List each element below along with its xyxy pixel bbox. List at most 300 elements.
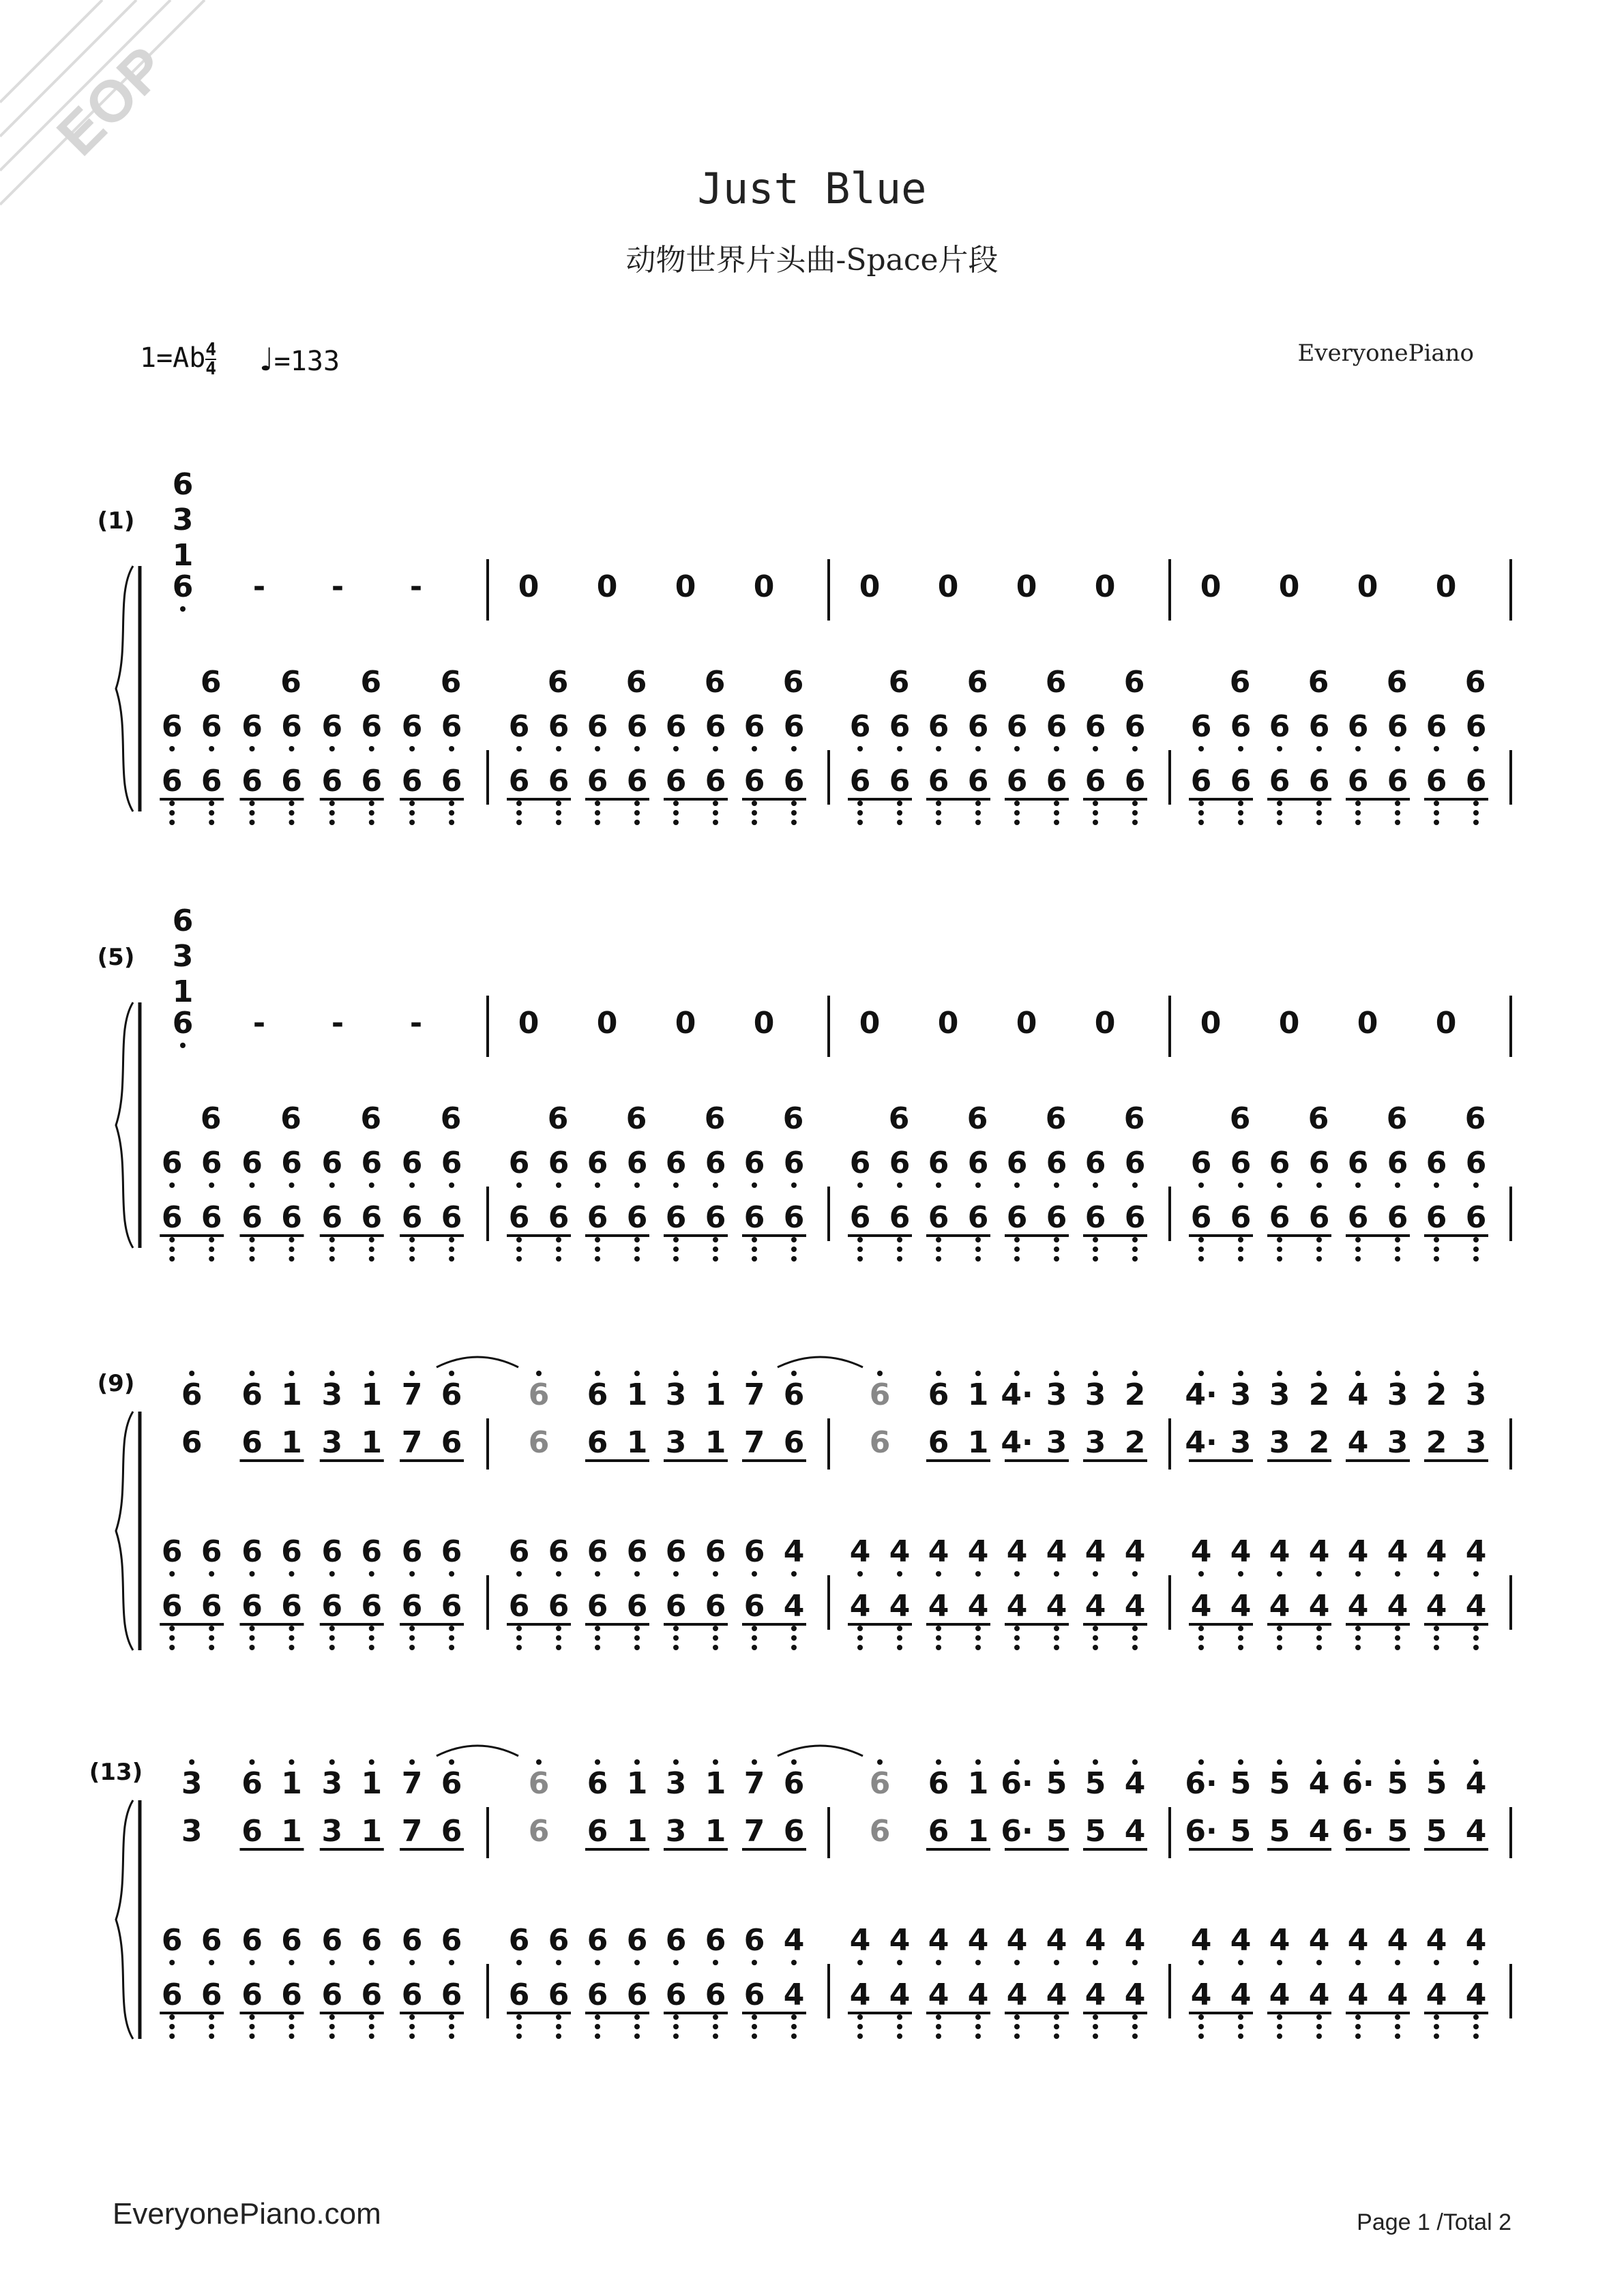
- bass-note: 6: [849, 1146, 871, 1180]
- rest: 0: [937, 1006, 959, 1041]
- octave-dot: [595, 1182, 600, 1188]
- octave-dot: [289, 1759, 295, 1765]
- octave-dot: [634, 820, 640, 825]
- bass-note: 4: [1230, 1923, 1252, 1958]
- octave-dot: [936, 1626, 941, 1631]
- melody-lower-note: 1: [281, 1814, 302, 1849]
- octave-dot: [1473, 746, 1479, 751]
- octave-dot: [1434, 2024, 1439, 2029]
- octave-dot: [1473, 1635, 1479, 1641]
- bass-note: 6: [1045, 665, 1067, 700]
- octave-dot: [752, 1635, 757, 1641]
- octave-dot: [1434, 746, 1439, 751]
- rest: 0: [596, 1006, 618, 1041]
- bass-note: 6: [200, 1101, 222, 1136]
- octave-dot: [877, 1371, 883, 1376]
- octave-dot: [1132, 1645, 1138, 1650]
- melody-upper-note: 6: [181, 1377, 203, 1412]
- octave-dot: [673, 1371, 679, 1376]
- arranger-credit: EveryonePiano: [1297, 340, 1474, 367]
- octave-dot: [1316, 1645, 1322, 1650]
- melody-upper-note: 1: [361, 1766, 383, 1801]
- octave-dot: [1198, 1645, 1204, 1650]
- octave-dot: [556, 2014, 561, 2020]
- melody-lower-note: 5: [1387, 1814, 1408, 1849]
- octave-dot: [1277, 1626, 1282, 1631]
- octave-dot: [209, 1635, 214, 1641]
- octave-dot: [449, 1960, 454, 1965]
- octave-dot: [1238, 1371, 1243, 1376]
- bass-note: 4: [967, 1534, 989, 1569]
- bass-note: 6: [967, 764, 989, 799]
- octave-dot: [449, 1182, 454, 1188]
- octave-dot: [1395, 1371, 1400, 1376]
- bass-note: 4: [1387, 1923, 1408, 1958]
- melody-upper-note: 4·: [1185, 1377, 1217, 1412]
- octave-dot: [289, 1371, 295, 1376]
- octave-dot: [169, 2033, 175, 2039]
- octave-dot: [1093, 2024, 1098, 2029]
- bass-note: 4: [1347, 1978, 1369, 2012]
- octave-dot: [1093, 1237, 1098, 1242]
- rest: 0: [859, 569, 881, 604]
- bass-note: 6: [587, 1534, 608, 1569]
- bass-note: 6: [441, 1978, 462, 2012]
- melody-upper-note: 2: [1426, 1377, 1447, 1412]
- bass-note: 6: [743, 1146, 765, 1180]
- octave-dot: [516, 1645, 522, 1650]
- octave-dot: [1316, 2033, 1322, 2039]
- melody-lower-note: 6·: [1185, 1814, 1217, 1849]
- octave-dot: [329, 1182, 335, 1188]
- octave-dot: [897, 1645, 902, 1650]
- bass-note: 6: [361, 1923, 383, 1958]
- octave-dot: [1355, 1371, 1361, 1376]
- bass-note: 6: [1190, 764, 1212, 799]
- hold-dash: -: [252, 1006, 266, 1041]
- melody-upper-note: 5: [1426, 1766, 1447, 1801]
- bass-note: 6: [321, 1923, 343, 1958]
- octave-dot: [516, 801, 522, 806]
- bass-note: 6: [587, 1923, 608, 1958]
- melody-upper-note: 7: [401, 1377, 423, 1412]
- bass-note: 6: [665, 1200, 687, 1235]
- octave-dot: [713, 1182, 718, 1188]
- bass-note: 6: [1124, 709, 1146, 744]
- bass-note: 6: [1190, 1200, 1212, 1235]
- octave-dot: [1014, 1571, 1020, 1577]
- octave-dot: [1473, 1247, 1479, 1252]
- bass-note: 4: [1426, 1978, 1447, 2012]
- octave-dot: [1434, 2014, 1439, 2020]
- octave-dot: [752, 1182, 757, 1188]
- octave-dot: [673, 2014, 679, 2020]
- octave-dot: [1395, 1626, 1400, 1631]
- bass-note: 6: [1084, 709, 1106, 744]
- octave-dot: [1355, 801, 1361, 806]
- bass-note: 6: [1426, 1200, 1447, 1235]
- octave-dot: [329, 746, 335, 751]
- bass-note: 6: [321, 1200, 343, 1235]
- octave-dot: [209, 2014, 214, 2020]
- octave-dot: [975, 820, 981, 825]
- octave-dot: [713, 820, 718, 825]
- bass-note: 6: [665, 1923, 687, 1958]
- octave-dot: [1473, 2024, 1479, 2029]
- octave-dot: [250, 1635, 255, 1641]
- melody-upper-note: 6·: [1185, 1766, 1217, 1801]
- octave-dot: [752, 2024, 757, 2029]
- octave-dot: [752, 2033, 757, 2039]
- octave-dot: [857, 1247, 863, 1252]
- bass-note: 6: [401, 1534, 423, 1569]
- octave-dot: [449, 1626, 454, 1631]
- bass-note: 4: [1046, 1534, 1067, 1569]
- bass-note: 4: [1426, 1589, 1447, 1624]
- bass-note: 6: [201, 709, 222, 744]
- bass-note: 6: [705, 1146, 726, 1180]
- octave-dot: [1277, 820, 1282, 825]
- octave-dot: [1434, 2033, 1439, 2039]
- octave-dot: [1355, 1256, 1361, 1262]
- octave-dot: [897, 1626, 902, 1631]
- octave-dot: [897, 746, 902, 751]
- melody-lower-note: 2: [1426, 1425, 1447, 1460]
- octave-dot: [1238, 810, 1243, 816]
- bass-note: 4: [1347, 1534, 1369, 1569]
- octave-dot: [409, 820, 415, 825]
- octave-dot: [1395, 2024, 1400, 2029]
- octave-dot: [595, 1247, 600, 1252]
- octave-dot: [169, 1256, 175, 1262]
- melody-upper-note: 5: [1269, 1766, 1290, 1801]
- octave-dot: [752, 1571, 757, 1577]
- bass-note: 6: [508, 709, 530, 744]
- octave-dot: [169, 746, 175, 751]
- octave-dot: [1132, 1247, 1138, 1252]
- melody-lower-note: 6: [869, 1425, 891, 1460]
- bass-note: 6: [161, 1589, 183, 1624]
- melody-lower-note: 6: [241, 1425, 263, 1460]
- hold-dash: -: [331, 1006, 344, 1041]
- octave-dot: [329, 1371, 335, 1376]
- octave-dot: [556, 1960, 561, 1965]
- octave-dot: [634, 2024, 640, 2029]
- bass-note: 4: [967, 1589, 989, 1624]
- octave-dot: [1355, 1182, 1361, 1188]
- octave-dot: [857, 2014, 863, 2020]
- octave-dot: [1355, 1247, 1361, 1252]
- octave-dot: [1093, 810, 1098, 816]
- melody-upper-note: 3: [1230, 1377, 1252, 1412]
- octave-dot: [409, 810, 415, 816]
- octave-dot: [169, 2024, 175, 2029]
- rest: 0: [518, 569, 540, 604]
- octave-dot: [289, 1256, 295, 1262]
- measure-number: (5): [97, 944, 135, 971]
- brace: [116, 566, 133, 811]
- octave-dot: [791, 1645, 797, 1650]
- octave-dot: [975, 1182, 981, 1188]
- octave-dot: [1198, 1237, 1204, 1242]
- bass-note: 6: [547, 1101, 569, 1136]
- bass-note: 6: [401, 1200, 423, 1235]
- octave-dot: [556, 1237, 561, 1242]
- octave-dot: [1132, 1571, 1138, 1577]
- melody-upper-note: 3: [321, 1766, 343, 1801]
- bass-note: 6: [966, 1101, 988, 1136]
- bass-note: 6: [161, 1978, 183, 2012]
- octave-dot: [1277, 1182, 1282, 1188]
- octave-dot: [329, 810, 335, 816]
- octave-dot: [1132, 1960, 1138, 1965]
- octave-dot: [877, 1759, 883, 1765]
- bass-note: 6: [1190, 709, 1212, 744]
- melody-lower-note: 6: [528, 1425, 550, 1460]
- bass-note: 6: [441, 1923, 462, 1958]
- bass-note: 6: [1308, 665, 1329, 700]
- octave-dot: [250, 1237, 255, 1242]
- bass-note: 6: [321, 764, 343, 799]
- octave-dot: [369, 2024, 374, 2029]
- octave-dot: [1277, 2033, 1282, 2039]
- bass-note: 4: [1124, 1923, 1146, 1958]
- octave-dot: [634, 1626, 640, 1631]
- bass-note: 6: [161, 1146, 183, 1180]
- melody-lower-note: 1: [361, 1814, 383, 1849]
- octave-dot: [752, 801, 757, 806]
- octave-dot: [409, 801, 415, 806]
- octave-dot: [897, 1182, 902, 1188]
- octave-dot: [329, 1237, 335, 1242]
- octave-dot: [1132, 2024, 1138, 2029]
- octave-dot: [857, 1960, 863, 1965]
- bass-note: 6: [1464, 1101, 1486, 1136]
- octave-dot: [289, 2033, 295, 2039]
- bass-note: 6: [360, 665, 382, 700]
- bass-note: 6: [626, 1978, 648, 2012]
- octave-dot: [250, 1960, 255, 1965]
- octave-dot: [897, 1571, 902, 1577]
- bass-note: 6: [1465, 1200, 1487, 1235]
- bass-note: 6: [665, 1978, 687, 2012]
- brace: [116, 1002, 133, 1248]
- bass-note: 6: [200, 665, 222, 700]
- octave-dot: [897, 2014, 902, 2020]
- bass-note: 6: [928, 1200, 949, 1235]
- bass-note: 6: [928, 709, 949, 744]
- brace: [116, 1800, 133, 2039]
- octave-dot: [449, 1237, 454, 1242]
- octave-dot: [857, 1237, 863, 1242]
- octave-dot: [1093, 1256, 1098, 1262]
- octave-dot: [713, 1247, 718, 1252]
- octave-dot: [1198, 1182, 1204, 1188]
- bass-note: 6: [1045, 1101, 1067, 1136]
- octave-dot: [516, 1256, 522, 1262]
- octave-dot: [752, 1237, 757, 1242]
- octave-dot: [209, 1256, 214, 1262]
- rest: 0: [675, 569, 696, 604]
- melody-upper-note: 6: [528, 1766, 550, 1801]
- melody-lower-note: 2: [1124, 1425, 1146, 1460]
- melody-upper-note: 1: [705, 1377, 726, 1412]
- octave-dot: [1395, 810, 1400, 816]
- octave-dot: [209, 1960, 214, 1965]
- octave-dot: [595, 1960, 600, 1965]
- octave-dot: [897, 820, 902, 825]
- octave-dot: [673, 1247, 679, 1252]
- bass-note: 6: [587, 1200, 608, 1235]
- bass-note: 6: [281, 1923, 302, 1958]
- octave-dot: [897, 1635, 902, 1641]
- bass-note: 6: [1229, 1101, 1251, 1136]
- octave-dot: [409, 746, 415, 751]
- bass-note: 6: [705, 1923, 726, 1958]
- octave-dot: [1316, 1182, 1322, 1188]
- octave-dot: [857, 1571, 863, 1577]
- octave-dot: [369, 1237, 374, 1242]
- octave-dot: [752, 1759, 757, 1765]
- bass-note: 4: [1006, 1589, 1028, 1624]
- octave-dot: [1277, 1759, 1282, 1765]
- bass-note: 6: [705, 764, 726, 799]
- bass-note: 6: [321, 1146, 343, 1180]
- chord-note: 6: [172, 467, 194, 502]
- melody-lower-note: 4: [1465, 1814, 1487, 1849]
- bass-note: 6: [928, 764, 949, 799]
- octave-dot: [1014, 1759, 1020, 1765]
- melody-upper-note: 7: [743, 1766, 765, 1801]
- bass-note: 6: [361, 1146, 383, 1180]
- site-url: EveryonePiano.com: [113, 2197, 381, 2231]
- octave-dot: [1238, 820, 1243, 825]
- octave-dot: [289, 1626, 295, 1631]
- tempo-value: =133: [274, 346, 340, 377]
- octave-dot: [289, 801, 295, 806]
- bass-note: 6: [1123, 665, 1145, 700]
- octave-dot: [536, 1371, 542, 1376]
- melody-lower-note: 4: [1347, 1425, 1369, 1460]
- octave-dot: [1238, 746, 1243, 751]
- octave-dot: [791, 1626, 797, 1631]
- bass-note: 6: [401, 1146, 423, 1180]
- octave-dot: [1277, 1645, 1282, 1650]
- octave-dot: [752, 1645, 757, 1650]
- octave-dot: [1198, 801, 1204, 806]
- octave-dot: [1238, 1571, 1243, 1577]
- octave-dot: [673, 1759, 679, 1765]
- octave-dot: [897, 1256, 902, 1262]
- octave-dot: [1054, 820, 1059, 825]
- octave-dot: [595, 1759, 600, 1765]
- bass-note: 6: [201, 1589, 222, 1624]
- octave-dot: [369, 1182, 374, 1188]
- octave-dot: [329, 2014, 335, 2020]
- octave-dot: [1198, 1626, 1204, 1631]
- bass-note: 6: [280, 665, 301, 700]
- chord-note: 1: [172, 974, 194, 1009]
- octave-dot: [369, 1626, 374, 1631]
- octave-dot: [1473, 1256, 1479, 1262]
- bass-note: 6: [1347, 764, 1369, 799]
- melody-upper-note: 1: [281, 1377, 302, 1412]
- bass-note: 4: [928, 1978, 949, 2012]
- octave-dot: [409, 1247, 415, 1252]
- bass-note: 4: [1269, 1978, 1290, 2012]
- melody-upper-note: 6·: [1001, 1766, 1033, 1801]
- melody-lower-note: 7: [743, 1814, 765, 1849]
- bass-note: 6: [705, 1978, 726, 2012]
- octave-dot: [1238, 2024, 1243, 2029]
- octave-dot: [791, 1256, 797, 1262]
- bass-note: 4: [1230, 1534, 1252, 1569]
- bass-note: 6: [201, 1923, 222, 1958]
- key-text: 1=Ab: [140, 342, 206, 374]
- bass-note: 6: [743, 764, 765, 799]
- octave-dot: [1238, 1759, 1243, 1765]
- octave-dot: [369, 1960, 374, 1965]
- bass-note: 6: [161, 709, 183, 744]
- octave-dot: [713, 2033, 718, 2039]
- logo-text: EOP: [44, 34, 179, 168]
- melody-upper-note: 3: [665, 1766, 687, 1801]
- octave-dot: [289, 1247, 295, 1252]
- octave-dot: [1395, 1256, 1400, 1262]
- melody-lower-note: 6·: [1342, 1814, 1374, 1849]
- octave-dot: [1054, 1626, 1059, 1631]
- octave-dot: [1277, 810, 1282, 816]
- octave-dot: [1395, 2014, 1400, 2020]
- bass-note: 6: [1269, 764, 1290, 799]
- melody-lower-note: 2: [1308, 1425, 1330, 1460]
- octave-dot: [1093, 2014, 1098, 2020]
- melody-lower-note: 6: [783, 1814, 805, 1849]
- octave-dot: [595, 820, 600, 825]
- bass-note: 4: [889, 1589, 911, 1624]
- bass-note: 6: [1308, 1101, 1329, 1136]
- octave-dot: [289, 820, 295, 825]
- melody-lower-note: 3: [1084, 1425, 1106, 1460]
- octave-dot: [1355, 1635, 1361, 1641]
- bass-note: 4: [1190, 1923, 1212, 1958]
- octave-dot: [329, 1626, 335, 1631]
- octave-dot: [1238, 1256, 1243, 1262]
- octave-dot: [209, 810, 214, 816]
- bass-note: 6: [587, 1589, 608, 1624]
- octave-dot: [634, 810, 640, 816]
- melody-lower-note: 1: [361, 1425, 383, 1460]
- page-indicator: Page 1 /Total 2: [1357, 2209, 1511, 2235]
- bass-note: 6: [1046, 764, 1067, 799]
- octave-dot: [752, 746, 757, 751]
- tie: [778, 1357, 863, 1367]
- rest: 0: [859, 1006, 881, 1041]
- octave-dot: [1093, 820, 1098, 825]
- bass-note: 6: [626, 764, 648, 799]
- bass-note: 4: [1465, 1589, 1487, 1624]
- octave-dot: [897, 2033, 902, 2039]
- bass-note: 6: [1190, 1146, 1212, 1180]
- octave-dot: [1198, 1371, 1204, 1376]
- octave-dot: [1132, 1626, 1138, 1631]
- octave-dot: [634, 1645, 640, 1650]
- melody-lower-note: 7: [401, 1425, 423, 1460]
- octave-dot: [369, 1645, 374, 1650]
- bass-note: 6: [1230, 764, 1252, 799]
- octave-dot: [409, 2033, 415, 2039]
- melody-upper-note: 6: [783, 1766, 805, 1801]
